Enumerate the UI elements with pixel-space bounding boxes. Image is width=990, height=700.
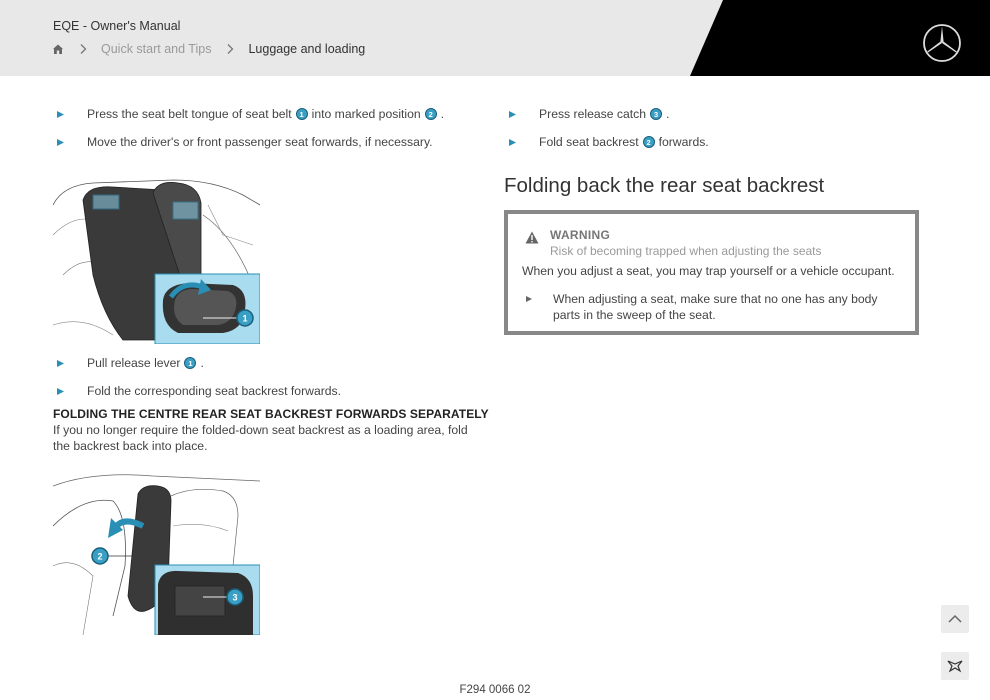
step-pull-release-lever: Pull release lever 1 . xyxy=(56,356,204,370)
callout-number: 1 xyxy=(184,357,196,369)
step-fold-seat-backrest: Fold seat backrest 2 forwards. xyxy=(508,135,709,149)
subheading-centre-seat: FOLDING THE CENTRE REAR SEAT BACKREST FORWARDS SEPARATELY xyxy=(53,407,489,421)
feedback-button[interactable] xyxy=(941,652,969,680)
scroll-to-top-button[interactable] xyxy=(941,605,969,633)
chevron-right-icon xyxy=(78,43,88,55)
warning-box xyxy=(504,210,919,335)
home-icon[interactable] xyxy=(52,43,64,55)
figure1-callout: 1 xyxy=(242,313,248,324)
breadcrumb xyxy=(52,42,365,56)
bullet-arrow-icon xyxy=(56,138,65,147)
callout-number: 2 xyxy=(425,108,437,120)
step-press-release-catch: Press release catch 3 . xyxy=(508,107,669,121)
step-press-seat-belt: Press the seat belt tongue of seat belt 1 into marked position 2 . xyxy=(56,107,444,121)
feedback-icon xyxy=(947,659,963,673)
bullet-arrow-icon xyxy=(56,110,65,119)
header-bar xyxy=(0,0,990,76)
centre-seat-illustration xyxy=(53,466,260,635)
warning-title: WARNING xyxy=(550,228,611,242)
figure2-callout-b: 3 xyxy=(232,592,238,603)
warning-bullet: When adjusting a seat, make sure that no one has any body parts in the sweep of the seat. xyxy=(525,292,885,323)
figure-code: F294 0066 02 xyxy=(459,684,531,696)
breadcrumb-current: Luggage and loading xyxy=(248,42,366,56)
bullet-arrow-icon xyxy=(508,110,517,119)
warning-subtitle: Risk of becoming trapped when adjusting the seats xyxy=(550,244,822,258)
bullet-arrow-icon xyxy=(525,295,533,303)
seat-release-illustration xyxy=(53,175,260,344)
callout-number: 1 xyxy=(296,108,308,120)
step-fold-backrest: Fold the corresponding seat backrest forwards. xyxy=(56,384,341,398)
figure2-callout-a: 2 xyxy=(97,551,103,562)
step-move-seat: Move the driver's or front passenger seat forwards, if necessary. xyxy=(56,135,433,149)
bullet-arrow-icon xyxy=(508,138,517,147)
breadcrumb-quick-start[interactable]: Quick start and Tips xyxy=(101,42,212,56)
callout-number: 3 xyxy=(650,108,662,120)
mercedes-star-logo[interactable] xyxy=(922,23,962,63)
warning-triangle-icon xyxy=(525,231,539,244)
callout-number: 2 xyxy=(643,136,655,148)
paragraph-fold-back: If you no longer require the folded-down seat backrest as a loading area, fold the backrest back into place. xyxy=(53,423,468,453)
chevron-right-icon xyxy=(225,43,235,55)
bullet-arrow-icon xyxy=(56,359,65,368)
warning-text: When you adjust a seat, you may trap yourself or a vehicle occupant. xyxy=(522,264,895,278)
app-title: EQE - Owner's Manual xyxy=(53,19,181,33)
chevron-up-icon xyxy=(947,614,963,624)
section-title: Folding back the rear seat backrest xyxy=(504,174,825,197)
bullet-arrow-icon xyxy=(56,387,65,396)
